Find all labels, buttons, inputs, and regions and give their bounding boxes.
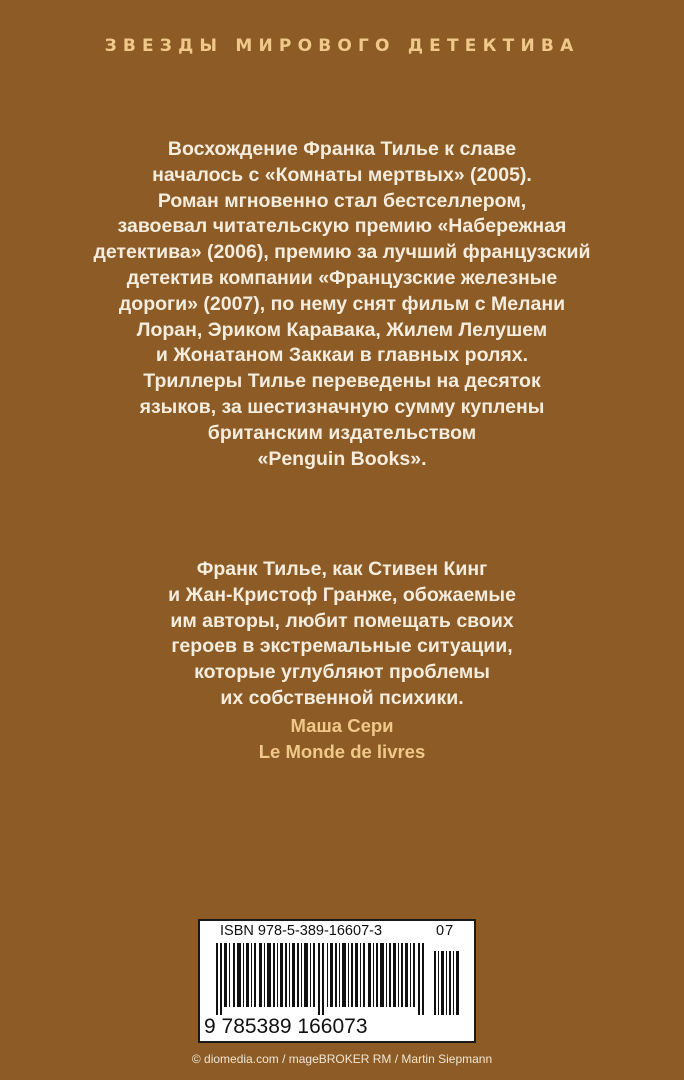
barcode-addon-digits: 07 xyxy=(436,923,455,939)
text-line: «Penguin Books». xyxy=(257,447,427,470)
text-line: им авторы, любит помещать своих xyxy=(170,609,514,632)
text-line: началось с «Комнаты мертвых» (2005). xyxy=(152,163,532,186)
quote-author: Маша Сери xyxy=(290,715,394,736)
text-line: языков, за шестизначную сумму куплены xyxy=(139,395,545,418)
text-line: Роман мгновенно стал бестселлером, xyxy=(157,189,527,212)
text-line: и Жан-Кристоф Гранже, обожаемые xyxy=(168,583,516,606)
series-title: ЗВЕЗДЫ МИРОВОГО ДЕТЕКТИВА xyxy=(104,36,580,56)
text-line: Лоран, Эриком Каравака, Жилем Лелушем xyxy=(136,318,548,341)
text-line: Восхождение Франка Тилье к славе xyxy=(167,138,517,160)
text-line: детектив компании «Французские железные xyxy=(126,266,558,289)
text-line: дороги» (2007), по нему снят фильм с Мелани xyxy=(118,292,566,315)
text-line: их собственной психики. xyxy=(220,686,464,709)
text-line: Франк Тилье, как Стивен Кинг xyxy=(196,558,488,580)
text-line: детектива» (2006), премию за лучший французский xyxy=(93,241,591,264)
description-paragraph xyxy=(0,137,684,472)
photo-credit: © diomedia.com / mageBROKER RM / Martin Siepmann xyxy=(191,1052,493,1066)
text-line: Триллеры Тилье переведены на десяток xyxy=(143,370,541,393)
text-line: героев в экстремальные ситуации, xyxy=(171,635,513,658)
quote-attribution xyxy=(0,713,684,765)
text-line: британским издательством xyxy=(207,421,477,444)
quote-source: Le Monde de livres xyxy=(258,741,426,762)
text-line: завоевал читательскую премию «Набережная xyxy=(117,215,567,238)
review-quote xyxy=(0,557,684,712)
barcode-bar-group xyxy=(216,943,459,1015)
barcode-bars xyxy=(214,943,462,1015)
text-line: которые углубляют проблемы xyxy=(194,661,490,684)
isbn-label: ISBN 978-5-389-16607-3 xyxy=(220,923,383,939)
barcode-digits: 9 785389 166073 xyxy=(204,1015,368,1038)
barcode-block xyxy=(198,919,476,1043)
text-line: и Жонатаном Заккаи в главных ролях. xyxy=(155,344,529,367)
